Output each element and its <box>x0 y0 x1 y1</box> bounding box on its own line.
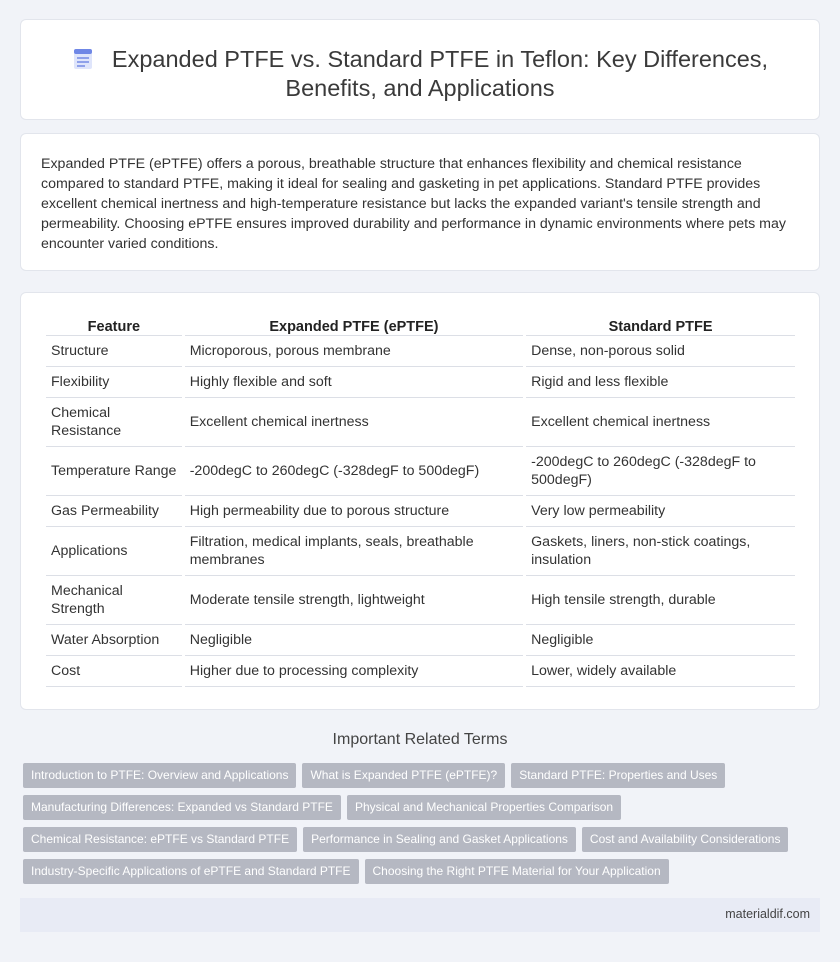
table-cell-eptfe: Filtration, medical implants, seals, breathable membranes <box>185 527 523 576</box>
table-row <box>46 527 795 576</box>
related-term-tag[interactable]: What is Expanded PTFE (ePTFE)? <box>302 763 505 788</box>
page-title <box>21 45 819 103</box>
table-header-row <box>46 316 795 336</box>
table-cell-eptfe: -200degC to 260degC (-328degF to 500degF) <box>185 447 523 496</box>
table-header-feature: Feature <box>46 316 182 336</box>
header-card <box>20 19 820 120</box>
table-row <box>46 576 795 625</box>
table-cell-eptfe: Microporous, porous membrane <box>185 336 523 367</box>
tag-row <box>23 795 823 827</box>
table-cell-feature: Flexibility <box>46 367 182 398</box>
tag-row <box>23 859 823 891</box>
tag-row <box>23 763 823 795</box>
related-term-tag[interactable]: Choosing the Right PTFE Material for Your Application <box>365 859 669 884</box>
table-row <box>46 398 795 447</box>
table-cell-standard: Very low permeability <box>526 496 795 527</box>
table-cell-standard: Excellent chemical inertness <box>526 398 795 447</box>
table-cell-feature: Chemical Resistance <box>46 398 182 447</box>
related-term-tag[interactable]: Manufacturing Differences: Expanded vs Standard PTFE <box>23 795 341 820</box>
table-cell-standard: Rigid and less flexible <box>526 367 795 398</box>
table-cell-standard: High tensile strength, durable <box>526 576 795 625</box>
related-terms-tags <box>23 763 823 891</box>
table-cell-feature: Temperature Range <box>46 447 182 496</box>
table-cell-feature: Water Absorption <box>46 625 182 656</box>
table-cell-standard: Lower, widely available <box>526 656 795 687</box>
table-cell-standard: -200degC to 260degC (-328degF to 500degF) <box>526 447 795 496</box>
table-cell-eptfe: Highly flexible and soft <box>185 367 523 398</box>
comparison-table-card <box>20 292 820 710</box>
table-cell-eptfe: High permeability due to porous structure <box>185 496 523 527</box>
page-title-text: Expanded PTFE vs. Standard PTFE in Teflon: Key Differences, Benefits, and Applications <box>111 46 769 101</box>
related-term-tag[interactable]: Standard PTFE: Properties and Uses <box>511 763 725 788</box>
footer <box>20 898 820 932</box>
related-terms-title: Important Related Terms <box>332 731 508 748</box>
table-cell-feature: Mechanical Strength <box>46 576 182 625</box>
table-row <box>46 625 795 656</box>
intro-card <box>20 133 820 271</box>
intro-text: Expanded PTFE (ePTFE) offers a porous, breathable structure that enhances flexibility and chemical resistance compared to standard PTFE, making it ideal for sealing and gasketing in pet applications. Standard PTFE provides excellent chemical inertness and high-temperature resistance but lacks the expanded variant's tensile strength and permeability. Choosing ePTFE ensures improved durability and performance in dynamic environments where pets may encounter varied conditions. <box>41 156 786 252</box>
table-cell-standard: Dense, non-porous solid <box>526 336 795 367</box>
table-row <box>46 656 795 687</box>
document-icon <box>72 48 94 70</box>
related-term-tag[interactable]: Introduction to PTFE: Overview and Applications <box>23 763 296 788</box>
table-cell-feature: Cost <box>46 656 182 687</box>
related-term-tag[interactable]: Performance in Sealing and Gasket Applications <box>303 827 576 852</box>
table-row <box>46 496 795 527</box>
table-cell-eptfe: Moderate tensile strength, lightweight <box>185 576 523 625</box>
header <box>21 45 819 103</box>
table-cell-feature: Applications <box>46 527 182 576</box>
table-row <box>46 367 795 398</box>
related-term-tag[interactable]: Industry-Specific Applications of ePTFE and Standard PTFE <box>23 859 359 884</box>
table-header-standard-ptfe: Standard PTFE <box>526 316 795 336</box>
table-row <box>46 447 795 496</box>
footer-site-link[interactable]: materialdif.com <box>725 907 810 921</box>
table-cell-eptfe: Negligible <box>185 625 523 656</box>
table-header-eptfe: Expanded PTFE (ePTFE) <box>185 316 523 336</box>
tag-row <box>23 827 823 859</box>
table-cell-eptfe: Excellent chemical inertness <box>185 398 523 447</box>
related-term-tag[interactable]: Physical and Mechanical Properties Comparison <box>347 795 621 820</box>
related-term-tag[interactable]: Cost and Availability Considerations <box>582 827 789 852</box>
table-row <box>46 336 795 367</box>
table-cell-standard: Gaskets, liners, non-stick coatings, insulation <box>526 527 795 576</box>
related-term-tag[interactable]: Chemical Resistance: ePTFE vs Standard PTFE <box>23 827 297 852</box>
comparison-table <box>43 316 798 687</box>
table-cell-feature: Gas Permeability <box>46 496 182 527</box>
table-cell-feature: Structure <box>46 336 182 367</box>
table-cell-standard: Negligible <box>526 625 795 656</box>
table-cell-eptfe: Higher due to processing complexity <box>185 656 523 687</box>
